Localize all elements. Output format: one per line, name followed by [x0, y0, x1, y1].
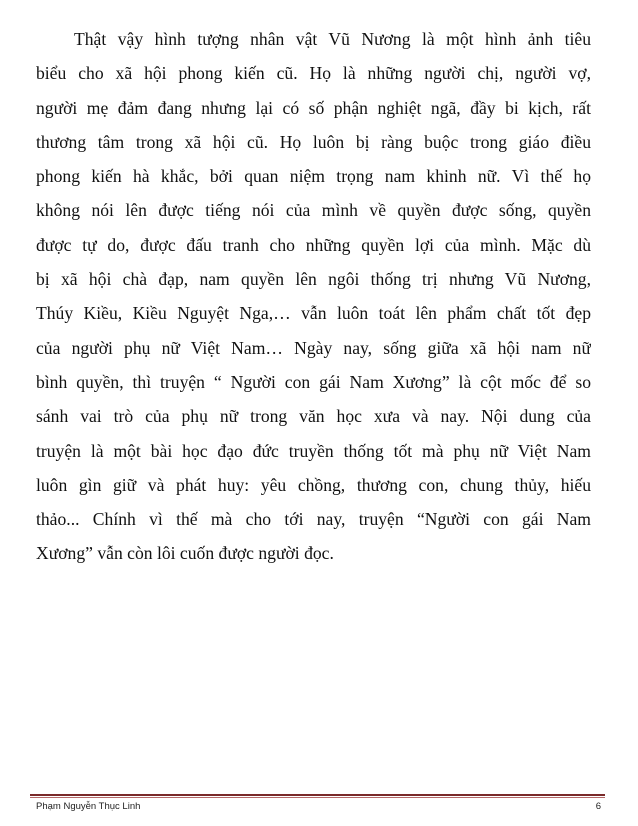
- paragraph-line: Xương” vẫn còn lôi cuốn được người đọc.: [36, 543, 334, 564]
- paragraph-line: biểu cho xã hội phong kiến cũ. Họ là những người chị, người vợ,: [36, 63, 591, 84]
- paragraph-line: Thật vậy hình tượng nhân vật Vũ Nương là một hình ảnh tiêu: [74, 29, 591, 49]
- paragraph-line: Thúy Kiều, Kiều Nguyệt Nga,… vẫn luôn toát lên phẩm chất tốt đẹp: [36, 303, 591, 324]
- paragraph-line: được tự do, được đấu tranh cho những quyền lợi của mình. Mặc dù: [36, 234, 591, 255]
- paragraph-line: thảo... Chính vì thế mà cho tới nay, truyện “Người con gái Nam: [36, 509, 591, 530]
- paragraph-line: người mẹ đảm đang nhưng lại có số phận nghiệt ngã, đầy bi kịch, rất: [36, 97, 591, 118]
- body-paragraph: [36, 22, 591, 571]
- paragraph-line: sánh vai trò của phụ nữ trong văn học xưa và nay. Nội dung của: [36, 406, 591, 427]
- paragraph-line: truyện là một bài học đạo đức truyền thống tốt mà phụ nữ Việt Nam: [36, 440, 591, 461]
- footer-divider-thin: [30, 797, 605, 798]
- paragraph-line: luôn gìn giữ và phát huy: yêu chồng, thương con, chung thủy, hiếu: [36, 474, 591, 495]
- paragraph-line: không nói lên được tiếng nói của mình về quyền được sống, quyền: [36, 200, 591, 221]
- footer-author: Phạm Nguyễn Thục Linh: [36, 801, 141, 812]
- page-number: 6: [595, 801, 601, 812]
- paragraph-line: phong kiến hà khắc, bởi quan niệm trọng nam khinh nữ. Vì thế họ: [36, 166, 591, 187]
- paragraph-line: bình quyền, thì truyện “ Người con gái Nam Xương” là cột mốc để so: [36, 371, 591, 392]
- page-footer: [36, 801, 601, 812]
- paragraph-line: của người phụ nữ Việt Nam… Ngày nay, sống giữa xã hội nam nữ: [36, 337, 591, 358]
- paragraph-line: bị xã hội chà đạp, nam quyền lên ngôi thống trị nhưng Vũ Nương,: [36, 269, 591, 290]
- paragraph-line: thương tâm trong xã hội cũ. Họ luôn bị ràng buộc trong giáo điều: [36, 131, 591, 152]
- footer-divider-thick: [30, 794, 605, 796]
